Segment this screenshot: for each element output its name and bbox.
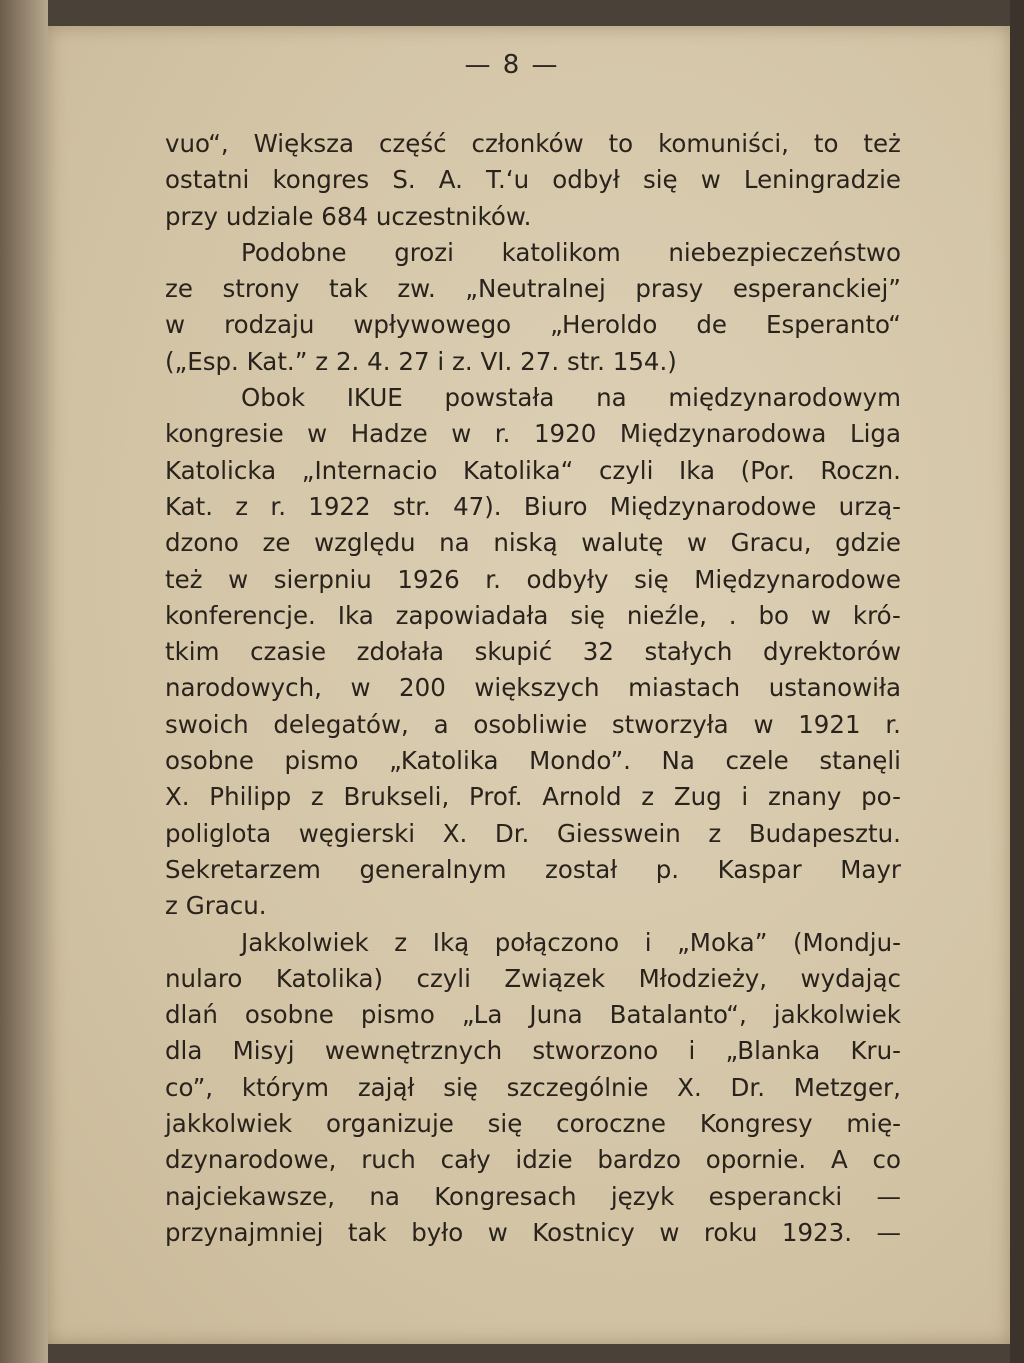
text-line: („Esp. Kat.” z 2. 4. 27 i z. VI. 27. str. 154.): [165, 346, 677, 376]
text-line: w rodzaju wpływowego „Heroldo de Esperanto“: [165, 310, 901, 340]
text-line: tkim czasie zdołała skupić 32 stałych dyrektorów: [165, 637, 901, 667]
text-line: co”, którym zajął się szczególnie X. Dr. Metzger,: [165, 1072, 901, 1102]
text-line: Sekretarzem generalnym został p. Kaspar Mayr: [165, 854, 901, 884]
text-line: przy udziale 684 uczestników.: [165, 201, 532, 231]
text-line: też w sierpniu 1926 r. odbyły się Międzynarodowe: [165, 564, 901, 594]
text-line: vuo“, Większa część członków to komuniści, to też: [165, 129, 901, 158]
binding-edge: [0, 0, 48, 1363]
text-line: Podobne grozi katolikom niebezpieczeństwo: [241, 237, 901, 267]
text-line: osobne pismo „Katolika Mondo”. Na czele stanęli: [165, 746, 901, 776]
text-line: ostatni kongres S. A. T.‘u odbył się w Leningradzie: [165, 165, 901, 195]
text-line: dla Misyj wewnętrznych stworzono i „Blanka Kru-: [165, 1036, 901, 1066]
scan-right-edge: [1010, 0, 1024, 1363]
text-line: przynajmniej tak było w Kostnicy w roku 1923. —: [165, 1217, 901, 1247]
text-line: Obok IKUE powstała na międzynarodowym: [241, 383, 901, 413]
text-line: X. Philipp z Brukseli, Prof. Arnold z Zug i znany po-: [165, 782, 901, 812]
text-line: jakkolwiek organizuje się coroczne Kongresy mię-: [165, 1109, 901, 1139]
text-line: swoich delegatów, a osobliwie stworzyła w 1921 r.: [165, 709, 901, 739]
page-number: — 8 —: [464, 50, 560, 80]
text-line: Jakkolwiek z Iką połączono i „Moka” (Mondju-: [241, 927, 901, 957]
text-line: Kat. z r. 1922 str. 47). Biuro Międzynarodowe urzą-: [165, 491, 901, 521]
text-line: ze strony tak zw. „Neutralnej prasy esperanckiej”: [165, 274, 901, 304]
text-line: nularo Katolika) czyli Związek Młodzieży, wydając: [165, 963, 901, 993]
text-line: Katolicka „Internacio Katolika“ czyli Ika (Por. Roczn.: [165, 455, 901, 485]
text-line: poliglota węgierski X. Dr. Giesswein z Budapesztu.: [165, 818, 901, 848]
text-line: z Gracu.: [165, 891, 267, 921]
text-line: kongresie w Hadze w r. 1920 Międzynarodowa Liga: [165, 419, 901, 449]
text-line: dzynarodowe, ruch cały idzie bardzo opornie. A co: [165, 1145, 901, 1175]
text-line: dzono ze względu na niską walutę w Gracu, gdzie: [165, 528, 901, 558]
text-line: dlań osobne pismo „La Juna Batalanto“, jakkolwiek: [165, 1000, 901, 1030]
text-line: narodowych, w 200 większych miastach ustanowiła: [165, 673, 901, 703]
text-line: konferencje. Ika zapowiadała się nieźle, . bo w kró-: [165, 600, 901, 630]
body-text: [165, 126, 901, 1251]
text-line: najciekawsze, na Kongresach język esperancki —: [165, 1181, 901, 1211]
